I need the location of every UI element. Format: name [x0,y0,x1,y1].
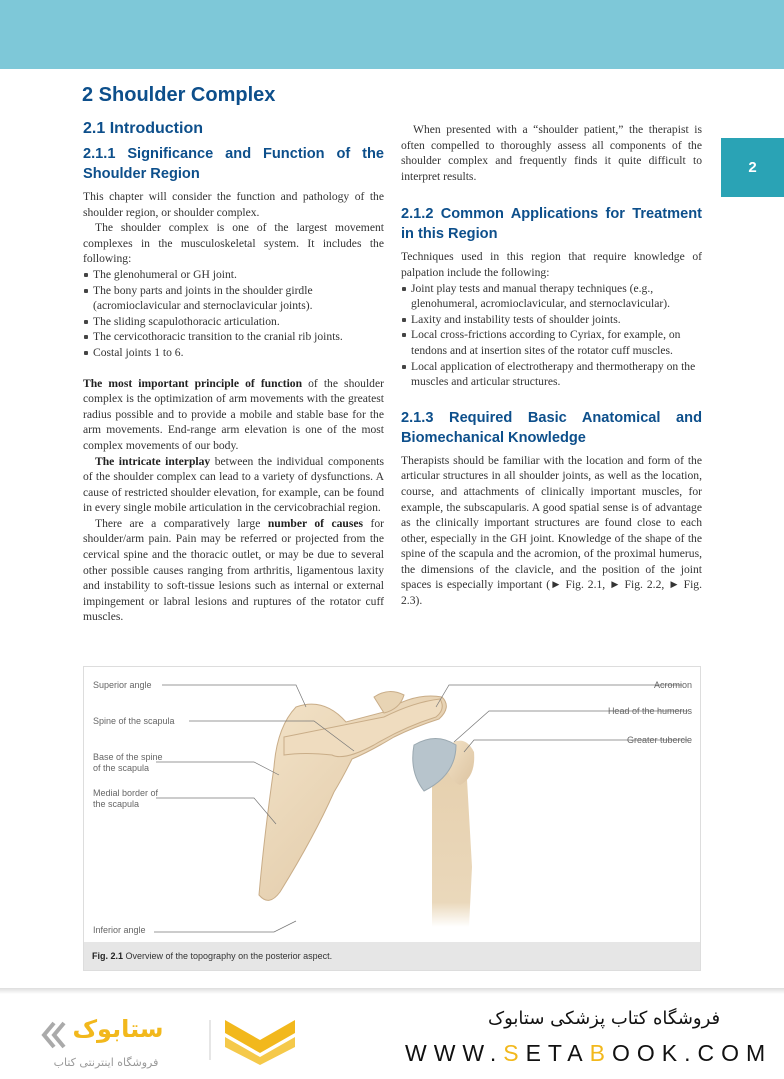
logo-subtitle: فروشگاه اینترنتی کتاب [53,1056,159,1069]
paragraph: Techniques used in this region that require knowledge of palpation include the following: [401,250,702,279]
store-url[interactable] [405,1040,772,1067]
paragraph: When presented with a “shoulder patient,” the therapist is often compelled to thoroughly assess all components of the shoulder complex and frequently finds it quite difficult to interpret results. [401,123,702,183]
label-base-spine: Base of the spine of the scapula [93,752,163,773]
subsection-heading: 2.1.2 Common Applications for Treatment in this Region [401,206,702,243]
label-head-humerus: Head of the humerus [607,706,692,716]
url-part: S [503,1040,526,1066]
label-greater-tubercle: Greater tubercle [626,735,692,745]
logo-text: ستابوک [72,1015,164,1043]
list-item: Costal joints 1 to 6. [83,345,384,361]
list-item: Laxity and instability tests of shoulder joints. [401,312,702,328]
bullet-list [401,281,702,390]
paragraph [83,376,384,454]
paragraph: This chapter will consider the function and pathology of the shoulder region, or shoulder complex. [83,190,384,219]
top-banner [0,0,784,69]
humerus-shaft [432,762,472,927]
section-heading: 2.1 Introduction [83,120,203,137]
list-item: The glenohumeral or GH joint. [83,267,384,283]
caption-label: Fig. 2.1 [92,951,124,961]
right-column [401,122,702,609]
list-item: Joint play tests and manual therapy techniques (e.g., glenohumeral, acromioclavicular, and sternoclavicular). [401,281,702,312]
url-part: ETA [525,1040,590,1066]
store-name: فروشگاه کتاب پزشکی ستابوک [488,1008,721,1029]
figure-caption [84,942,700,970]
bold-term: number of causes [267,516,364,530]
figure-2-1 [83,666,701,971]
label-medial-border: Medial border of the scapula [93,788,159,809]
paragraph: Therapists should be familiar with the location and form of the articular structures in all shoulder joints, as well as the location, course, and attachments of clinically important muscles, for example, the subscapularis. A good spatial sense is of advantage as the clinically important structures are found close to each other, especially in the GH joint. Knowledge of the shape of the spine of the scapula and the acromion, of the proximal humerus, the dimensions of the clavicle, and the position of the joint spaces is especially important (► Fig. 2.1, ► Fig. 2.2, ► Fig. 2.3). [401,453,702,608]
page-bottom-shadow [0,988,784,994]
text: There are a comparatively large [95,516,268,530]
label-acromion: Acromion [653,680,692,690]
paragraph: The shoulder complex is one of the largest movement complexes in the musculoskeletal system. It includes the following: [83,221,384,266]
list-item: The bony parts and joints in the shoulder girdle (acromioclavicular and sternoclavicular joints). [83,283,384,314]
double-chevron-icon [44,1023,64,1047]
label-inferior-angle: Inferior angle [93,925,146,935]
subsection-heading: 2.1.1 Significance and Function of the Shoulder Region [83,146,384,182]
bold-term: The most important principle of function [83,376,303,390]
left-column [83,120,384,625]
caption-text: Overview of the topography on the posterior aspect. [123,951,333,961]
paragraph [83,516,384,625]
list-item: The cervicothoracic transition to the cranial rib joints. [83,329,384,345]
list-item: Local application of electrotherapy and thermotherapy on the muscles and articular structures. [401,359,702,390]
url-part: OOK.COM [611,1040,773,1066]
label-superior-angle: Superior angle [93,680,152,690]
label-spine-scapula: Spine of the scapula [93,716,175,726]
url-part: B [589,1040,612,1066]
text: between the individual components of the shoulder complex can lead to a variety of dysfunctions. A cause of restricted shoulder elevation, for example, can be found in every single mobile articulation in the cervicobrachial region. [83,454,384,515]
list-item: Local cross-frictions according to Cyriax, for example, on tendons and at insertion sites of the rotator cuff muscles. [401,327,702,358]
paragraph [83,454,384,516]
chapter-title: 2 Shoulder Complex [82,84,276,106]
bullet-list [83,267,384,361]
text: of the shoulder complex is the optimization of arm movements with the greatest radius possible and to provide a mobile and stable base for the arm movements. End-range arm elevation is one of the most complex movements of our body. [83,376,384,452]
subsection-heading: 2.1.3 Required Basic Anatomical and Biomechanical Knowledge [401,409,702,446]
chapter-tab: 2 [721,138,784,197]
list-item: The sliding scapulothoracic articulation. [83,314,384,330]
bold-term: The intricate interplay [95,454,211,468]
url-part: WWW. [405,1040,504,1066]
text: for shoulder/arm pain. Pain may be referred or projected from the cervical spine and the thoracic outlet, or may be due to several other possible causes ranging from arthritis, ligamentous laxity and instability to soft-tissue lesions such as internal or external impingement or labral lesions and ruptures of the rotator cuff muscles. [83,516,384,624]
